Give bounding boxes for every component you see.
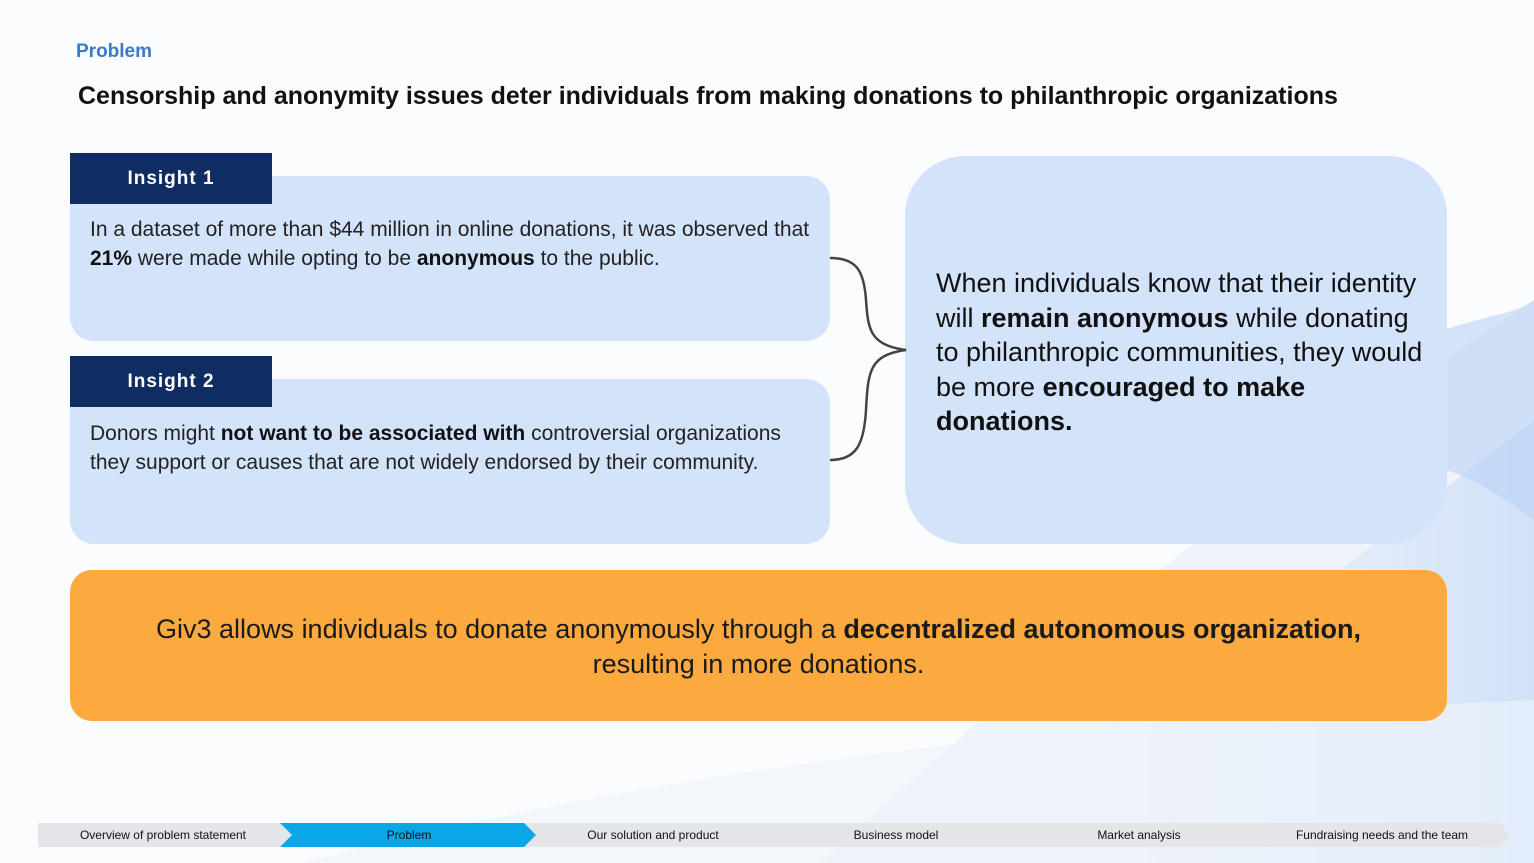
section-navigation [38, 823, 1510, 847]
conclusion-highlight-encouraged: encouraged to make donations. [936, 371, 1306, 436]
conclusion-text [936, 266, 1426, 439]
page-title: Censorship and anonymity issues deter individuals from making donations to philanthropic organizations [78, 82, 1338, 110]
nav-item-problem[interactable]: Problem [386, 828, 432, 842]
nav-item-overview[interactable]: Overview of problem statement [79, 828, 247, 842]
insight-2-tab: Insight 2 [70, 356, 272, 407]
insight-1-text-part: were made while opting to be [132, 246, 417, 270]
insight-2-highlight: not want to be associated with [220, 422, 526, 445]
nav-item-market-analysis[interactable]: Market analysis [1097, 828, 1181, 842]
section-label: Problem [76, 41, 153, 62]
solution-highlight-dao: decentralized autonomous organization, [843, 614, 1361, 644]
conclusion-highlight-anonymous: remain anonymous [981, 302, 1229, 333]
solution-text [90, 612, 1427, 681]
insight-2-text-part: Donors might [90, 422, 221, 445]
insight-1-text-part: In a dataset of more than $44 million in online donations, it was observed that [90, 218, 810, 241]
nav-item-business-model[interactable]: Business model [853, 828, 939, 842]
solution-text-part: resulting in more donations. [592, 648, 925, 679]
solution-text-part: Giv3 allows individuals to donate anonymously through a [156, 614, 844, 644]
insight-1-highlight-anonymous: anonymous [416, 246, 535, 270]
insight-2-text-part: controversial organizations they support or causes that are not widely endorsed by their community. [90, 422, 781, 474]
insight-2-text [90, 420, 820, 477]
insight-1-tab: Insight 1 [70, 153, 272, 204]
conclusion-text-part: while donating to philanthropic communities, they would be more [936, 302, 1423, 402]
nav-item-solution[interactable]: Our solution and product [587, 828, 719, 842]
insight-1-text [90, 216, 820, 273]
insight-1-text-part: to the public. [534, 246, 660, 270]
conclusion-text-part: When individuals know that their identity will [936, 268, 1417, 333]
nav-item-fundraising[interactable]: Fundraising needs and the team [1295, 828, 1469, 842]
insight-1-highlight-percent: 21% [90, 246, 133, 270]
curly-brace-connector [826, 250, 912, 468]
